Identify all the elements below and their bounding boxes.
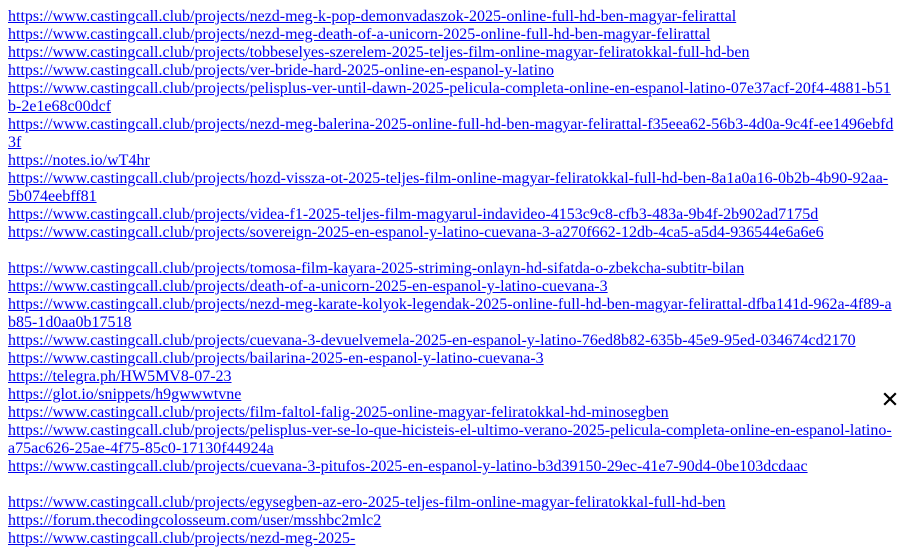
link-item[interactable]: https://www.castingcall.club/projects/nezd-meg-k-pop-demonvadaszok-2025-online-full-hd-ben-magyar-felirattal: [8, 8, 737, 25]
link-item[interactable]: https://www.castingcall.club/projects/film-faltol-falig-2025-online-magyar-feliratokkal-hd-minosegben: [8, 404, 669, 421]
link-item[interactable]: https://www.castingcall.club/projects/pelisplus-ver-se-lo-que-hicisteis-el-ultimo-verano-2025-pelicula-completa-online-en-espanol-latino-a75ac626-25ae-4f75-85c0-17130f44924a: [8, 422, 892, 457]
link-item[interactable]: https://www.castingcall.club/projects/videa-f1-2025-teljes-film-magyarul-indavideo-4153c9c8-cfb3-483a-9b4f-2b902ad7175d: [8, 206, 819, 223]
link-item[interactable]: https://www.castingcall.club/projects/tobbeselyes-szerelem-2025-teljes-film-online-magyar-feliratokkal-full-hd-ben: [8, 44, 750, 61]
link-item[interactable]: https://glot.io/snippets/h9gwwwtvne: [8, 386, 242, 403]
link-item[interactable]: https://www.castingcall.club/projects/cuevana-3-devuelvemela-2025-en-espanol-y-latino-76ed8b82-635b-45e9-95ed-034674cd2170: [8, 332, 856, 349]
link-item[interactable]: https://telegra.ph/HW5MV8-07-23: [8, 368, 232, 385]
link-item[interactable]: https://forum.thecodingcolosseum.com/user/msshbc2mlc2: [8, 512, 382, 529]
blank-line: [8, 476, 894, 494]
link-item[interactable]: https://www.castingcall.club/projects/bailarina-2025-en-espanol-y-latino-cuevana-3: [8, 350, 544, 367]
link-item[interactable]: https://www.castingcall.club/projects/nezd-meg-death-of-a-unicorn-2025-online-full-hd-ben-magyar-felirattal: [8, 26, 711, 43]
link-item[interactable]: https://www.castingcall.club/projects/sovereign-2025-en-espanol-y-latino-cuevana-3-a270f662-12db-4ca5-a5d4-936544e6a6e6: [8, 224, 824, 241]
link-item[interactable]: https://www.castingcall.club/projects/egysegben-az-ero-2025-teljes-film-online-magyar-feliratokkal-full-hd-ben: [8, 494, 726, 511]
link-item[interactable]: https://www.castingcall.club/projects/nezd-meg-balerina-2025-online-full-hd-ben-magyar-felirattal-f35eea62-56b3-4d0a-9c4f-ee1496ebfd3f: [8, 116, 894, 151]
link-item[interactable]: https://www.castingcall.club/projects/death-of-a-unicorn-2025-en-espanol-y-latino-cuevana-3: [8, 278, 608, 295]
link-item[interactable]: https://www.castingcall.club/projects/pelisplus-ver-until-dawn-2025-pelicula-completa-online-en-espanol-latino-07e37acf-20f4-4881-b51b-2e1e68c00dcf: [8, 80, 891, 115]
link-item[interactable]: https://www.castingcall.club/projects/hozd-vissza-ot-2025-teljes-film-online-magyar-feliratokkal-full-hd-ben-8a1a0a16-0b2b-4b90-92aa-5b074eebff81: [8, 170, 889, 205]
link-item[interactable]: https://www.castingcall.club/projects/tomosa-film-kayara-2025-striming-onlayn-hd-sifatda-o-zbekcha-subtitr-bilan: [8, 260, 745, 277]
link-item[interactable]: https://www.castingcall.club/projects/nezd-meg-2025-: [8, 530, 356, 547]
link-item[interactable]: https://www.castingcall.club/projects/ver-bride-hard-2025-online-en-espanol-y-latino: [8, 62, 555, 79]
link-list: [8, 8, 894, 548]
close-icon: [880, 389, 900, 409]
close-button[interactable]: [880, 389, 900, 409]
link-item[interactable]: https://www.castingcall.club/projects/nezd-meg-karate-kolyok-legendak-2025-online-full-hd-ben-magyar-felirattal-dfba141d-962a-4f89-ab85-1d0aa0b17518: [8, 296, 892, 331]
link-item[interactable]: https://notes.io/wT4hr: [8, 152, 150, 169]
link-item[interactable]: https://www.castingcall.club/projects/cuevana-3-pitufos-2025-en-espanol-y-latino-b3d39150-29ec-41e7-90d4-0be103dcdaac: [8, 458, 808, 475]
blank-line: [8, 242, 894, 260]
